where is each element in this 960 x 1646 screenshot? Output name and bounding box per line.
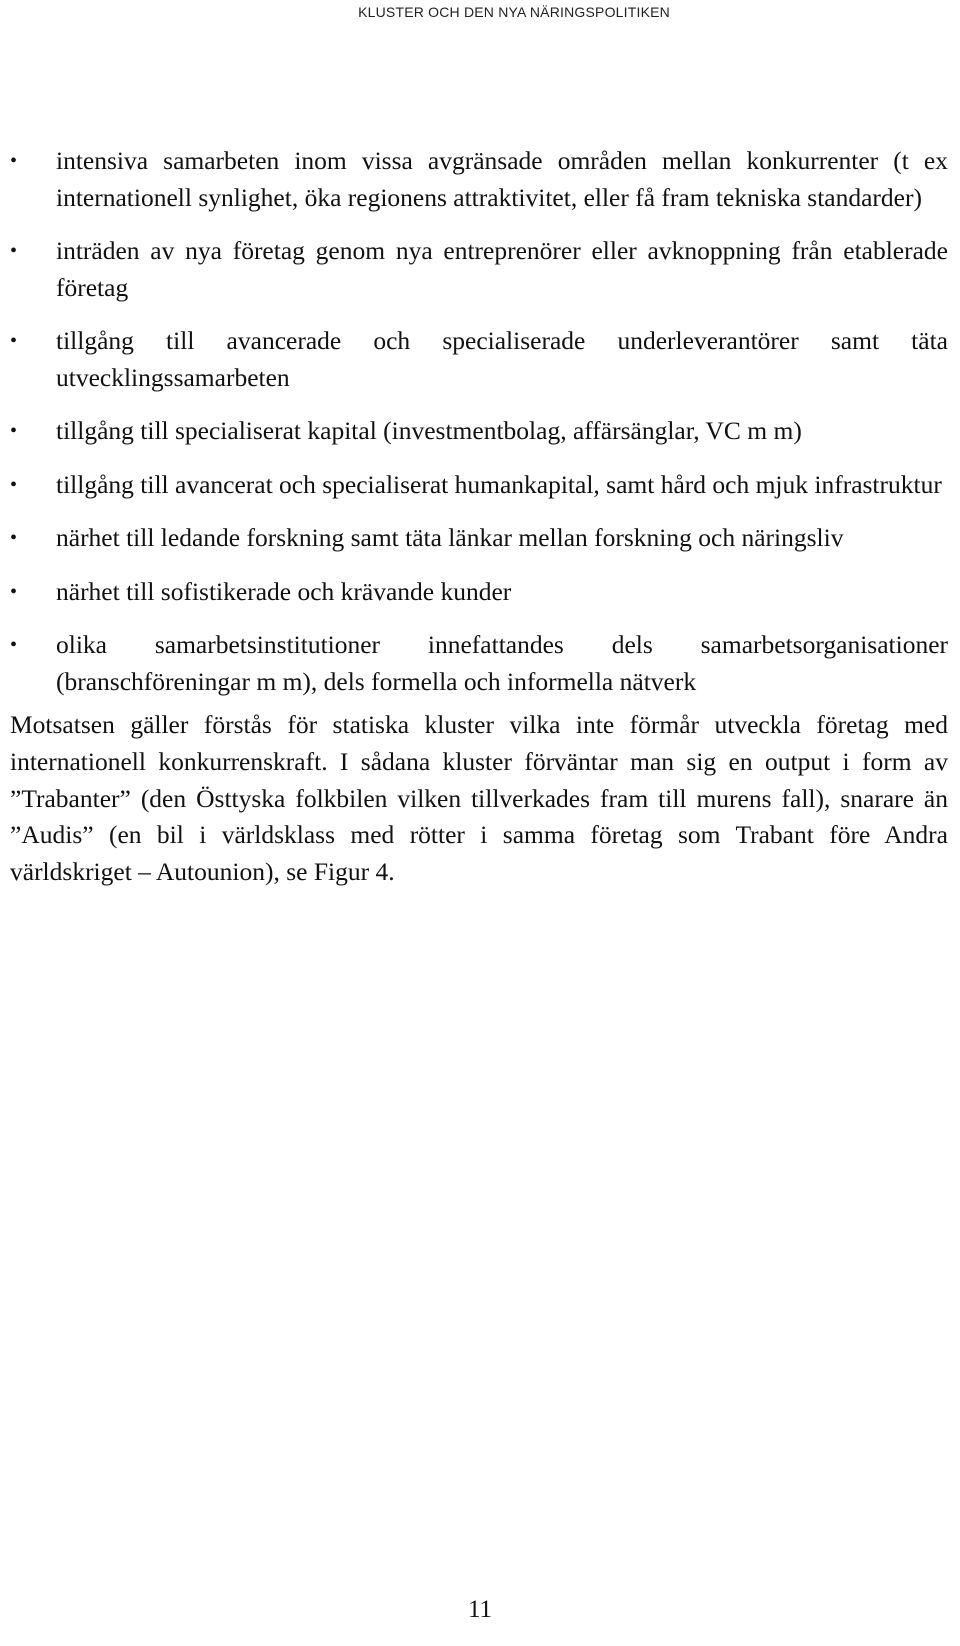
list-item-text: närhet till ledande forskning samt täta länkar mellan forskning och näringsliv bbox=[56, 523, 844, 552]
list-item-text: närhet till sofistikerade och krävande kunder bbox=[56, 576, 512, 606]
bullet-icon: • bbox=[10, 580, 18, 603]
bullet-icon: • bbox=[10, 240, 18, 262]
page-body bbox=[10, 143, 948, 891]
list-item-text: tillgång till specialiserat kapital (investmentbolag, affärsänglar, VC m m) bbox=[56, 416, 802, 445]
bullet-icon: • bbox=[10, 330, 18, 352]
bullet-icon: • bbox=[10, 527, 18, 549]
bullet-icon: • bbox=[10, 634, 18, 656]
bullet-icon: • bbox=[10, 150, 18, 172]
bullet-icon: • bbox=[10, 473, 18, 496]
list-item-text: olika samarbetsinstitutioner innefattandes dels samarbetsorganisationer (branschföreningar m m), dels formella och informella nätverk bbox=[56, 630, 948, 696]
list-item-text: tillgång till avancerade och specialiserade underleverantörer samt täta utvecklingssamarbeten bbox=[56, 326, 948, 392]
running-header: KLUSTER OCH DEN NYA NÄRINGSPOLITIKEN bbox=[358, 4, 670, 20]
list-item bbox=[10, 143, 948, 216]
list-item bbox=[10, 413, 948, 450]
body-paragraph: Motsatsen gäller förstås för statiska kluster vilka inte förmår utveckla företag med internationell konkurrenskraft. I sådana kluster förväntar man sig en output i form av ”Trabanter” (den Östtyska folkbilen vilken tillverkades fram till murens fall), snarare än ”Audis” (en bil i världsklass med rötter i samma företag som Trabant före Andra världskriget – Autounion), se Figur 4. bbox=[10, 710, 948, 887]
list-item bbox=[10, 520, 948, 557]
list-item bbox=[10, 467, 948, 504]
bullet-list bbox=[10, 143, 948, 700]
list-item bbox=[10, 627, 948, 700]
list-item bbox=[10, 233, 948, 306]
list-item-text: tillgång till avancerat och specialiserat humankapital, samt hård och mjuk infrastruktur bbox=[56, 469, 942, 499]
list-item-text: inträden av nya företag genom nya entreprenörer eller avknoppning från etablerade företag bbox=[56, 236, 948, 302]
bullet-icon: • bbox=[10, 420, 18, 442]
list-item bbox=[10, 323, 948, 396]
list-item-text: intensiva samarbeten inom vissa avgränsade områden mellan konkurrenter (t ex internationell synlighet, öka regionens attraktivitet, eller få fram tekniska standarder) bbox=[56, 146, 948, 212]
list-item bbox=[10, 574, 948, 611]
page-number: 11 bbox=[467, 1596, 493, 1623]
